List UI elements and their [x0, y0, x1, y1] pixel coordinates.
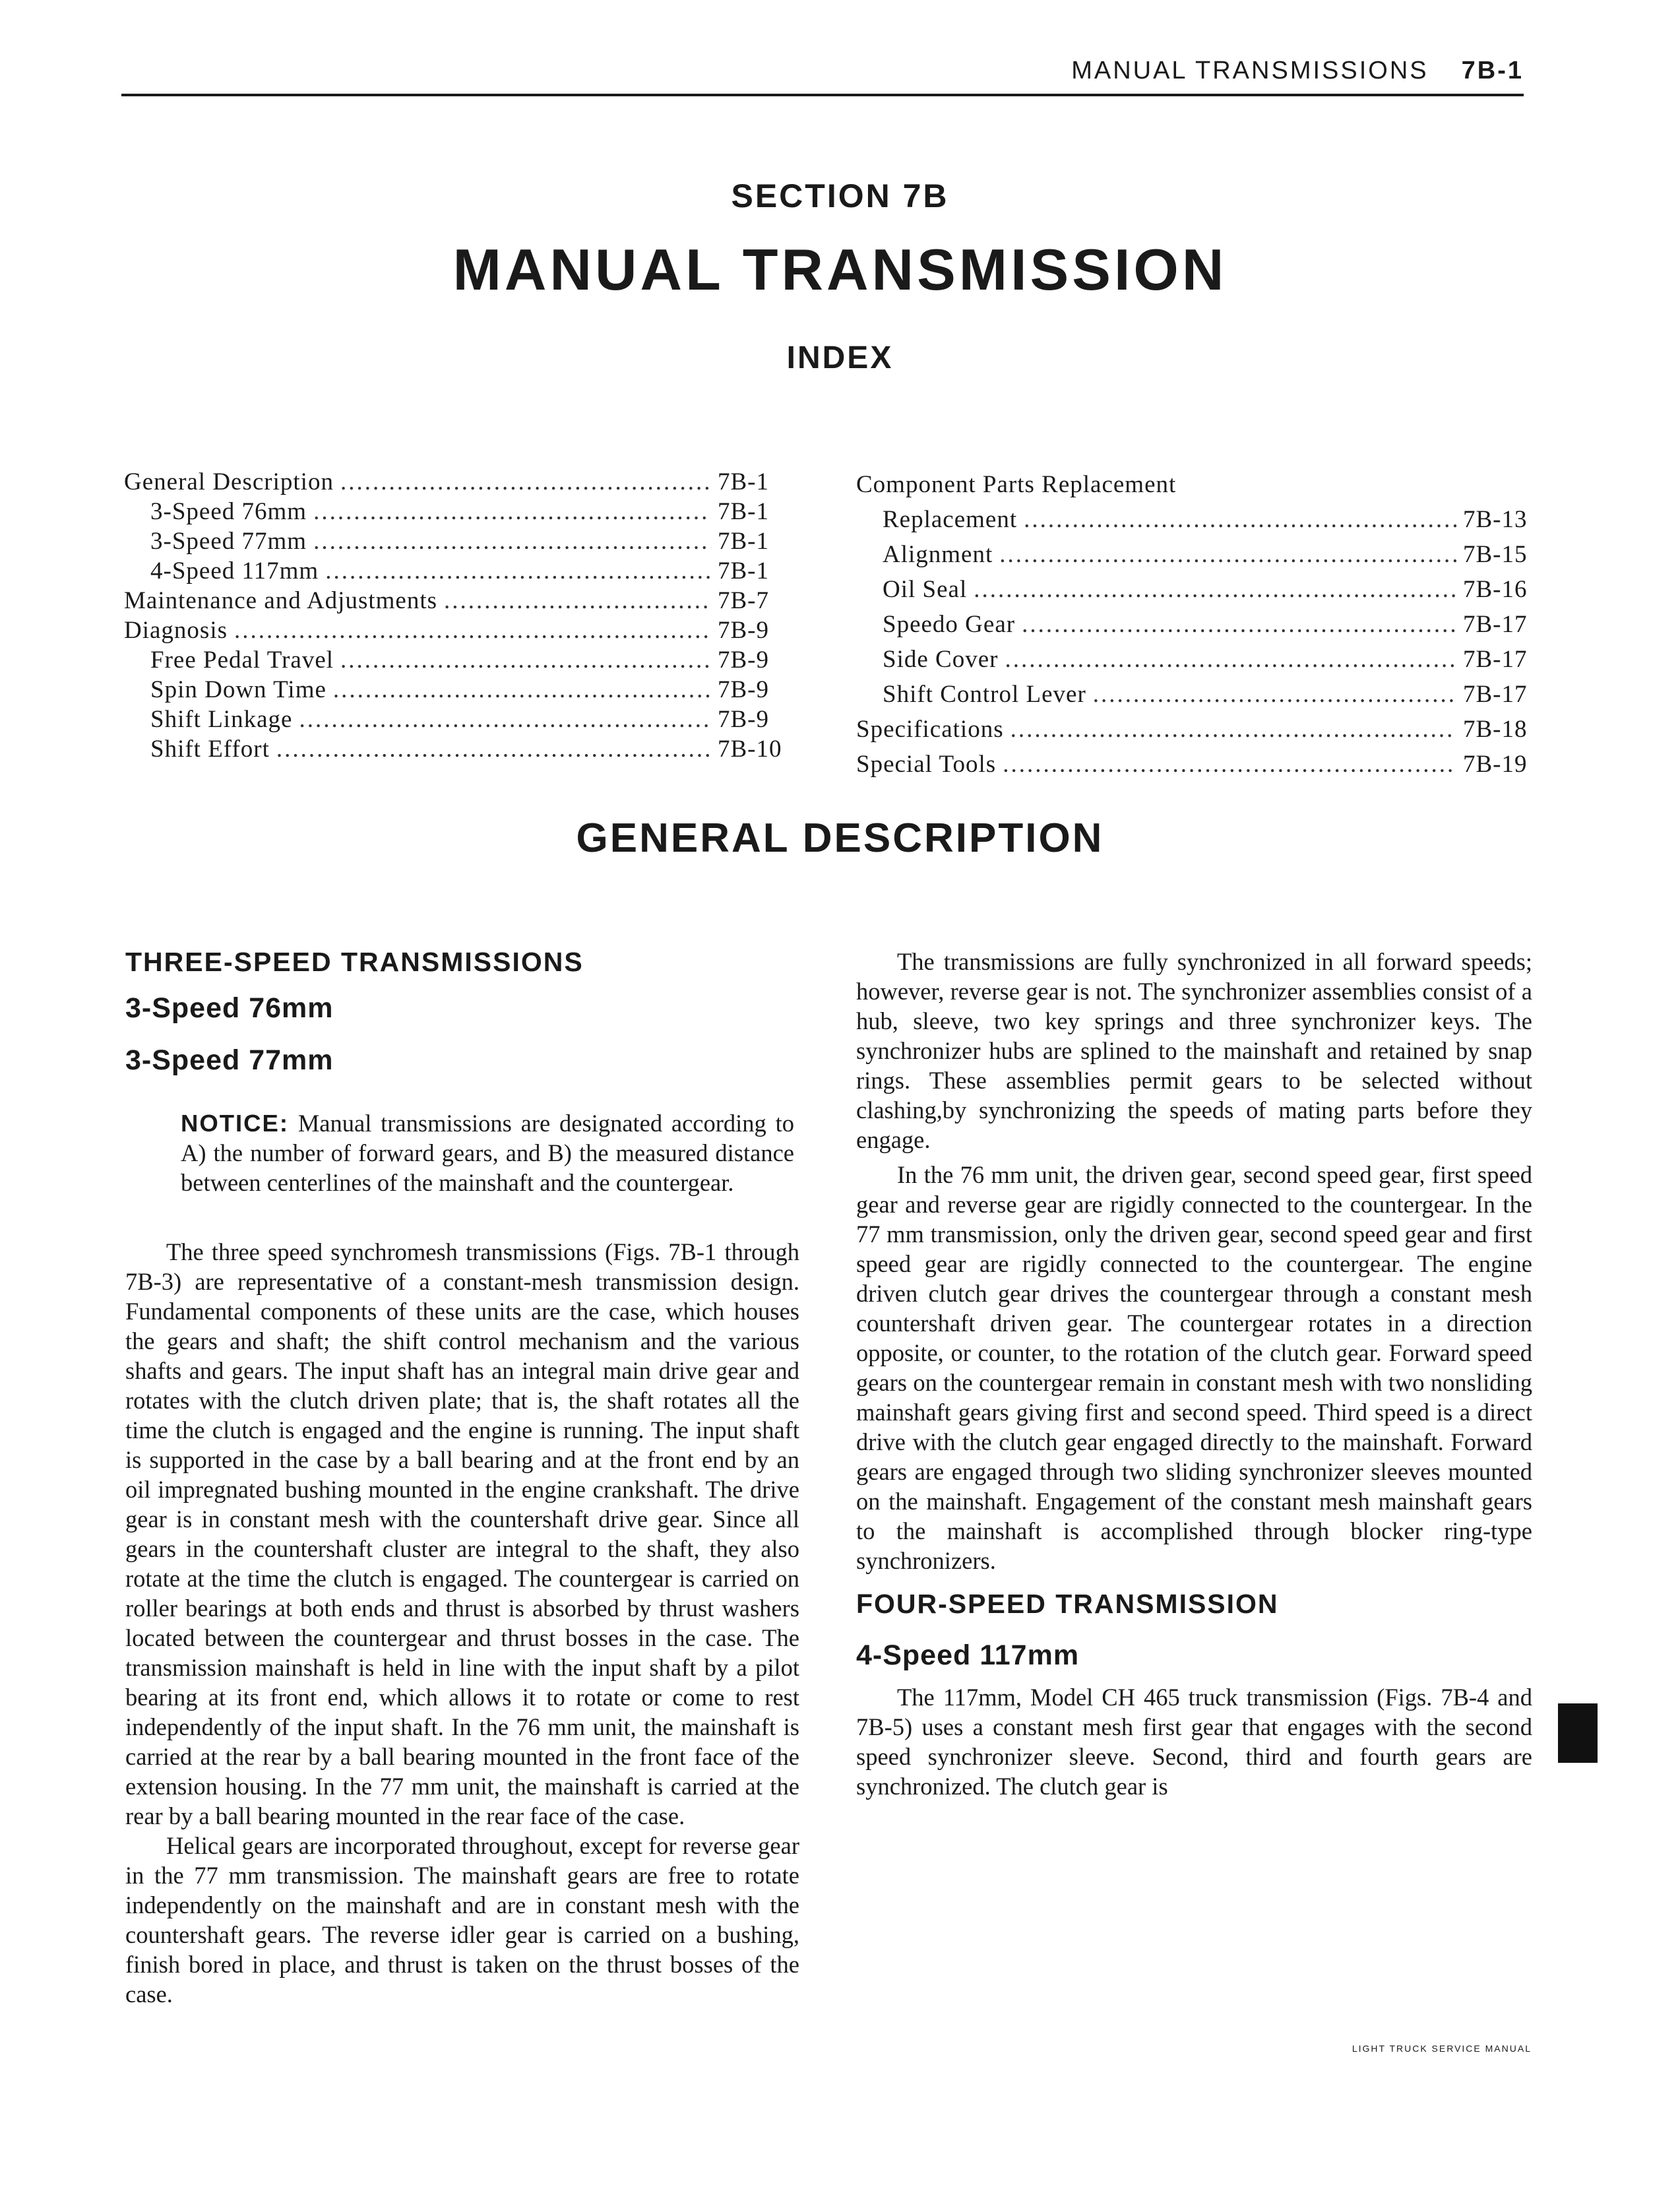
dot-leader	[1005, 642, 1456, 677]
index-entry-page: 7B-9	[718, 647, 769, 674]
index-entry[interactable]	[856, 572, 1542, 607]
index-entry-page: 7B-9	[718, 617, 769, 644]
notice-paragraph	[181, 1108, 794, 1197]
dot-leader	[313, 497, 711, 526]
index-entry-page: 7B-1	[718, 498, 769, 525]
dot-leader	[1022, 607, 1456, 642]
paragraph-four-speed: The 117mm, Model CH 465 truck transmission (Figs. 7B-4 and 7B-5) uses a constant mesh first gear that engages with the second speed synchronizer sleeve. Second, third and fourth gears are synchronized. The clutch gear is	[856, 1684, 1532, 1800]
index-entry[interactable]	[856, 642, 1542, 677]
index-entry[interactable]	[124, 467, 797, 497]
index-entry-label: Replacement	[883, 506, 1018, 533]
dot-leader	[276, 734, 711, 764]
index-entry-page: 7B-13	[1463, 506, 1528, 533]
index-entry-page: 7B-17	[1463, 646, 1528, 673]
section-tab-marker	[1558, 1703, 1598, 1763]
running-head	[1071, 57, 1524, 85]
index-entry-label: Alignment	[883, 541, 993, 568]
running-title: MANUAL TRANSMISSIONS	[1071, 57, 1429, 84]
index-entry[interactable]	[124, 616, 797, 645]
index-entry-label: Shift Effort	[150, 736, 270, 763]
subheading-3-speed-77mm: 3-Speed 77mm	[125, 1044, 334, 1076]
dot-leader	[974, 572, 1456, 607]
index-entry-page: 7B-9	[718, 676, 769, 703]
dot-leader	[313, 526, 711, 556]
index-entry-page: 7B-19	[1463, 751, 1528, 778]
page-number: 7B-1	[1461, 57, 1524, 84]
dot-leader	[999, 537, 1456, 572]
index-entry[interactable]	[124, 734, 797, 764]
general-description-heading: GENERAL DESCRIPTION	[576, 815, 1104, 861]
index-entry-label: 3-Speed 77mm	[150, 528, 307, 555]
dot-leader	[1024, 502, 1456, 537]
page-header	[121, 51, 1524, 96]
paragraph-synchromesh-overview: The three speed synchromesh transmissions (Figs. 7B-1 through 7B-3) are representative of a constant-mesh transmission design. Fundamental components of these units are the case, which houses the gears and shaft; the shift control mechanism and the various shafts and gears. The input shaft has an integral main drive gear and rotates with the clutch driven plate; that is, the shaft rotates all the time the clutch is engaged and the engine is running. The input shaft is supported in the case by a ball bearing and at the front end by an oil impregnated bushing mounted in the engine crankshaft. The drive gear is in constant mesh with the countershaft drive gear. Since all gears in the countershaft cluster are integral to the shaft, they also rotate at the time the clutch is engaged. The countergear is carried on roller bearings at both ends and thrust is absorbed by thrust washers located between the countergear and thrust bosses in the case. The transmission mainshaft is held in line with the input shaft by a pilot bearing at its front end, which allows it to rotate or come to rest independently of the input shaft. In the 76 mm unit, the mainshaft is carried at the rear by a ball bearing mounted in the front face of the extension housing. In the 77 mm unit, the mainshaft is carried at the rear by a ball bearing mounted in the rear face of the case.	[125, 1238, 799, 1829]
index-entry-page: 7B-16	[1463, 576, 1528, 603]
index-entry[interactable]	[124, 556, 797, 586]
index-entry-label: 4-Speed 117mm	[150, 557, 319, 585]
index-entry-page: 7B-18	[1463, 716, 1528, 743]
dot-leader	[325, 556, 711, 586]
index-entry-page: 7B-7	[718, 587, 769, 614]
index-entry-page: 7B-15	[1463, 541, 1528, 568]
notice-label: NOTICE:	[181, 1110, 290, 1137]
dot-leader	[1011, 712, 1456, 747]
index-entry-page: 7B-17	[1463, 611, 1528, 638]
left-text-column	[125, 947, 799, 2009]
index-entry-page: 7B-17	[1463, 681, 1528, 708]
section-title: MANUAL TRANSMISSION	[452, 237, 1228, 302]
index-entry-page: 7B-9	[718, 706, 769, 733]
index-entry-label: Oil Seal	[883, 576, 968, 603]
index-heading: INDEX	[786, 340, 894, 375]
index-entry-label: Specifications	[856, 716, 1004, 743]
index-entry[interactable]	[124, 586, 797, 616]
footer-manual-title: LIGHT TRUCK SERVICE MANUAL	[1352, 2043, 1532, 2054]
index-entry[interactable]	[124, 645, 797, 675]
notice-text: Manual transmissions are designated according to A) the number of forward gears, and B) the measured distance between centerlines of the mainshaft and the countergear.	[181, 1110, 794, 1196]
index-right-column	[856, 467, 1542, 782]
index-entry-label: Maintenance and Adjustments	[124, 587, 438, 614]
index-entry-label: Shift Linkage	[150, 706, 293, 733]
section-number: SECTION 7B	[731, 177, 949, 214]
index-entry[interactable]	[856, 537, 1542, 572]
dot-leader	[444, 586, 711, 616]
index-entry-page: 7B-1	[718, 557, 769, 585]
index-entry[interactable]	[124, 497, 797, 526]
index-entry-page: 7B-1	[718, 528, 769, 555]
dot-leader	[333, 675, 711, 705]
dot-leader	[340, 645, 711, 675]
index-entry[interactable]	[856, 607, 1542, 642]
four-speed-heading: FOUR-SPEED TRANSMISSION	[856, 1589, 1279, 1619]
index-entry-label: Free Pedal Travel	[150, 647, 334, 674]
index-entry-label: 3-Speed 76mm	[150, 498, 307, 525]
index-entry[interactable]	[856, 747, 1542, 782]
dot-leader	[299, 705, 711, 734]
subheading-3-speed-76mm: 3-Speed 76mm	[125, 992, 334, 1024]
index-entry-page: 7B-10	[718, 736, 782, 763]
paragraph-countergear: In the 76 mm unit, the driven gear, second speed gear, first speed gear and reverse gear are rigidly connected to the countergear. In the 77 mm transmission, only the driven gear, second speed gear and first speed gear are rigidly connected to the countergear. The engine driven clutch gear drives the countergear through a constant mesh countershaft driven gear. The countergear rotates in a direction opposite, or counter, to the rotation of the clutch gear. Forward speed gears on the countergear remain in constant mesh with two nonsliding mainshaft gears giving first and second speed. Third speed is a direct drive with the clutch gear engaged directly to the mainshaft. Forward gears are engaged through two sliding synchronizer sleeves mounted on the mainshaft. Engagement of the constant mesh mainshaft gears to the mainshaft is accomplished through blocker ring-type synchronizers.	[856, 1161, 1532, 1574]
index-entry[interactable]	[124, 675, 797, 705]
index-entry-page: 7B-1	[718, 468, 769, 495]
dot-leader	[340, 467, 711, 497]
index-entry[interactable]	[856, 712, 1542, 747]
index-entry-label: Special Tools	[856, 751, 997, 778]
index-entry-label: Diagnosis	[124, 617, 228, 644]
index-entry[interactable]	[124, 526, 797, 556]
index-entry-label: Spin Down Time	[150, 676, 327, 703]
index-entry[interactable]	[856, 502, 1542, 537]
right-text-column	[856, 947, 1532, 1801]
index-entry-label: Speedo Gear	[883, 611, 1016, 638]
index-entry-label: Shift Control Lever	[883, 681, 1086, 708]
index-left-column	[124, 467, 797, 764]
index-entry-label: Side Cover	[883, 646, 999, 673]
paragraph-helical-gears: Helical gears are incorporated throughout, except for reverse gear in the 77 mm transmission. The mainshaft gears are free to rotate independently on the mainshaft and are in constant mesh with the countershaft gears. The reverse idler gear is carried on a bushing, finish bored in place, and thrust is taken on the thrust bosses of the case.	[125, 1832, 799, 2008]
index-entry-label: General Description	[124, 468, 334, 495]
dot-leader	[234, 616, 711, 645]
dot-leader	[1093, 677, 1456, 712]
index-group-heading: Component Parts Replacement	[856, 471, 1177, 498]
index-entry[interactable]	[856, 677, 1542, 712]
subheading-4-speed-117mm: 4-Speed 117mm	[856, 1639, 1080, 1671]
index-entry[interactable]	[124, 705, 797, 734]
paragraph-synchronizer-assemblies: The transmissions are fully synchronized in all forward speeds; however, reverse gear is not. The synchronizer assemblies consist of a hub, sleeve, two key springs and three synchronizer keys. The synchronizer hubs are splined to the mainshaft and retained by snap rings. These assemblies permit gears to be selected without clashing,by synchronizing the speeds of mating parts before they engage.	[856, 948, 1532, 1153]
dot-leader	[1003, 747, 1456, 782]
three-speed-heading: THREE-SPEED TRANSMISSIONS	[125, 947, 584, 977]
